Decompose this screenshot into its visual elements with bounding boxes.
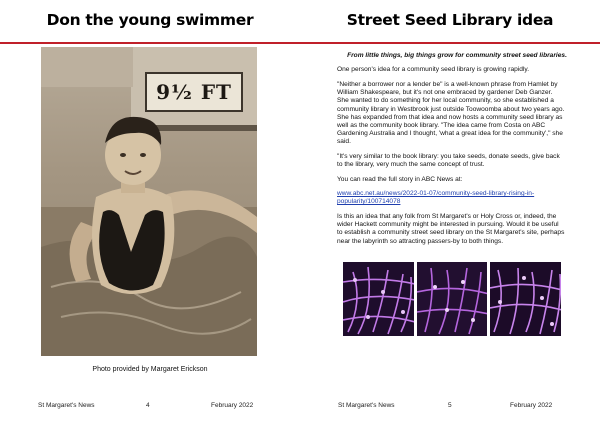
article-paragraph: Is this an idea that any folk from St Margaret's or Holy Cross or, indeed, the wider Hackett community might be interested in pursuing. Would it be useful to establish a community street seed library on the St Margaret's site, perhaps near the labyrinth so attracting passers-by to both things. <box>337 213 565 245</box>
depth-sign: 9½ FT <box>145 72 243 112</box>
footer-date: February 2022 <box>510 402 553 409</box>
footer-date: February 2022 <box>211 402 254 409</box>
flower-photo <box>417 262 488 336</box>
flower-photo-strip <box>343 262 561 336</box>
article-paragraph: One person's idea for a community seed library is growing rapidly. <box>337 66 530 73</box>
footer-page-number: 5 <box>448 402 452 409</box>
page-title: Street Seed Library idea <box>346 11 554 29</box>
abc-news-link[interactable]: www.abc.net.au/news/2022-01-07/community-seed-library-rising-in-popularity/100714078 <box>337 190 535 206</box>
flower-photo <box>490 262 561 336</box>
swimmer-photo <box>41 47 257 356</box>
footer-publication: St Margaret's News <box>338 402 395 409</box>
flower-photo <box>343 262 414 336</box>
photo-caption: Photo provided by Margaret Erickson <box>92 366 208 373</box>
footer-publication: St Margaret's News <box>38 402 95 409</box>
footer-page-number: 4 <box>146 402 150 409</box>
page-title: Don the young swimmer <box>46 11 254 29</box>
article-subtitle: From little things, big things grow for community street seed libraries. <box>347 52 567 59</box>
page-5 <box>300 0 600 424</box>
article-paragraph: You can read the full story in ABC News at: <box>337 176 463 183</box>
article-paragraph: "Neither a borrower nor a lender be" is a well-known phrase from Hamlet by William Shakespeare, but it's not one embraced by gardener Deb Ganzer. She wanted to do something for her local community, so she established a community library in Westbrook just outside Toowoomba about two years ago. She has expanded from that idea and now hosts a community seed library as well as the community book library. "The idea came from Costa on ABC Gardening Australia and I thought, 'what a great idea for the community'," she said. <box>337 81 565 146</box>
article-paragraph: "It's very similar to the book library: you take seeds, donate seeds, give back to the library, very much the same concept of trust. <box>337 153 560 169</box>
